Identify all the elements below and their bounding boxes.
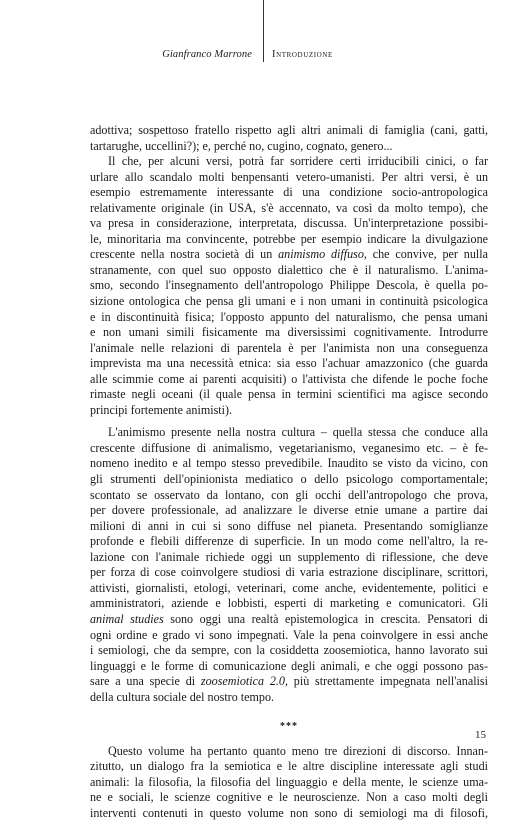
text-line: lazione con l'animale richiede oggi un supplemento di riflessione, che deve (90, 549, 488, 564)
text-line: le, minoritaria ma convincente, potrebbe per esempio indicare la divulgazione (90, 231, 488, 246)
paragraph-2 (90, 154, 488, 418)
text-line: stranamente, con quel suo opposto dialettico che è il naturalismo. L'anima- (90, 262, 488, 277)
text-line: gli strumenti dell'opinionista mediatico o dello psicologo comportamentale; (90, 472, 488, 487)
running-head-section: Introduzione (272, 49, 333, 60)
text-line: e non umani simili fisicamente ma diversissimi cognitivamente. Introdurre (90, 325, 488, 340)
running-head-author: Gianfranco Marrone (162, 49, 252, 60)
text-line: ogni ordine e grado vi sono impegnati. Vale la pena coinvolgere in essi anche (90, 627, 488, 642)
text-line: crescente diffusione di animalismo, vegetarianismo, veganesimo etc. – è fe- (90, 440, 488, 455)
text-line: per forza di cose coinvolgere studiosi di varia estrazione disciplinare, scrittori, (90, 565, 488, 580)
text-line: amministratori, aziende e lobbisti, esperti di marketing e comunicatori. Gli (90, 596, 488, 611)
text-line: della cultura sociale del nostro tempo. (90, 689, 275, 704)
text-line: rimaste negli oceani (il quale pensa in termini scientifici ma agisce secondo (90, 387, 488, 402)
text-line: L'animismo presente nella nostra cultura – quella stessa che conduce alla (108, 425, 488, 440)
text-line: va presa in considerazione, interpretata, discussa. Un'interpretazione possibi- (90, 216, 488, 231)
text-line: profonde e flebili differenze di superficie. In un modo come nell'altro, la re- (90, 534, 488, 549)
paragraph-4 (90, 744, 488, 822)
text-line: i semiologi, che da sempre, con la cosiddetta zoosemiotica, hanno lavorato sui (90, 643, 488, 658)
text-line: scontato se osservato da lontano, con gli occhi dell'antropologo che prova, (90, 487, 488, 502)
text-line: imprevista ma una necessità etnica: sia esso l'achuar amazzonico (che guarda (90, 356, 488, 371)
text-line: attivisti, giornalisti, etologi, veterinari, come anche, evidentemente, politici e (90, 580, 488, 595)
text-line: milioni di anni in cui si sono diffuse nel pianeta. Presentando somiglianze (90, 518, 488, 533)
text-line: relativamente originale (in USA, s'è accennato, va così da molto tempo), che (90, 200, 488, 215)
text-line: animali: la filosofia, la filosofia del linguaggio e della mente, le scienze uma- (90, 774, 488, 789)
paragraph-3 (90, 425, 488, 705)
body-text (90, 123, 488, 822)
text-line: urlare allo scandalo molti benpensanti vetero-umanisti. Per altri versi, è un (90, 169, 488, 184)
paragraph-1 (90, 123, 488, 154)
text-line: sizione ontologica che pensa gli umani e i non umani in continuità psicologica (90, 294, 488, 309)
text-line: ne e sociali, le scienze cognitive e le neuroscienze. Non a caso molti degli (90, 790, 488, 805)
text-line: crescente nella nostra società di un animismo diffuso, che convive, per nulla (90, 247, 488, 262)
text-line: interventi contenuti in questo volume non sono di semiologi ma di filosofi, (90, 805, 488, 820)
text-line: Il che, per alcuni versi, potrà far sorridere certi irriducibili cinici, o far (108, 154, 488, 169)
text-line: l'animale nelle relazioni di parentela è per l'animista non una conseguenza (90, 340, 488, 355)
text-line: Questo volume ha pertanto quanto meno tre direzioni di discorso. Innan- (108, 743, 488, 758)
header-divider (263, 0, 264, 62)
text-line: sare a una specie di zoosemiotica 2.0, più strettamente impegnata nell'analisi (90, 674, 488, 689)
text-line: linguaggi e le forme di comunicazione degli animali, e che oggi possono pas- (90, 658, 488, 673)
section-separator: *** (280, 721, 298, 733)
text-line: animal studies sono oggi una realtà epistemologica in crescita. Pensatori di (90, 611, 489, 626)
text-line: per dovere professionale, ad analizzare le diverse etnie umane a partire dai (90, 503, 488, 518)
text-line: principi fortemente animisti). (90, 402, 233, 417)
text-line: nomeno inedito e al tempo stesso prevedibile. Inaudito se visto da vicino, con (90, 456, 488, 471)
text-line: e in discontinuità fisica; l'opposto appunto del naturalismo, che pensa umani (90, 309, 488, 324)
text-line: zitutto, un dialogo fra la semiotica e le altre discipline interessate agli studi (90, 759, 488, 774)
text-line: tartarughe, uccellini?); e, perché no, cugino, cognato, genero... (90, 138, 393, 153)
text-line: smo, secondo l'insegnamento dell'antropologo Philippe Descola, è quella po- (90, 278, 488, 293)
text-line: adottiva; sospettoso fratello rispetto agli altri animali di famiglia (cani, gatti, (90, 123, 488, 137)
text-line: esempio estremamente interessante di una condizione socio-antropologica (90, 185, 488, 200)
text-line: alle scimmie come ai parenti acquisiti) o l'attivista che difende le poche foche (90, 371, 488, 386)
page-number: 15 (475, 729, 486, 741)
